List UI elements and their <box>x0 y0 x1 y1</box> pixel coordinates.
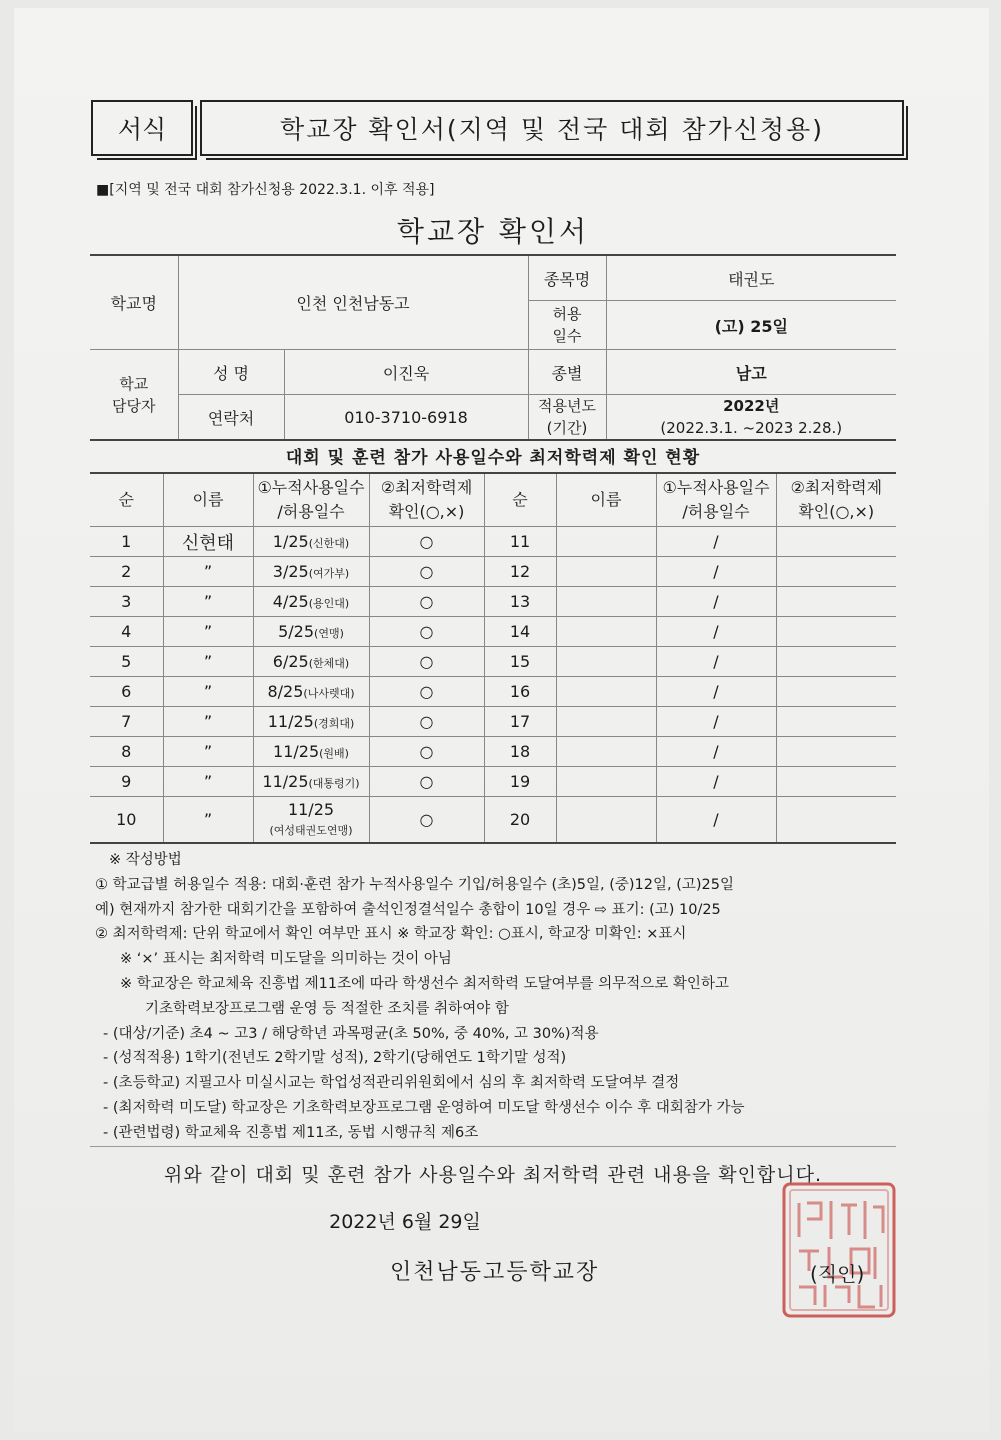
manager-label: 학교 담당자 <box>90 350 178 441</box>
row-check-2 <box>776 587 896 617</box>
table-row <box>90 557 896 587</box>
official-seal-icon <box>781 1181 899 1321</box>
contact-label: 연락처 <box>178 395 284 441</box>
row-check-2 <box>776 617 896 647</box>
header-days-2: ①누적사용일수 /허용일수 <box>656 473 776 527</box>
participation-table <box>90 472 896 844</box>
row-name: ” <box>163 557 253 587</box>
row-no-2: 14 <box>484 617 556 647</box>
note-line: ※ ‘×’ 표시는 최저학력 미도달을 의미하는 것이 아님 <box>120 951 452 968</box>
note-line: 예) 현재까지 참가한 대회기간을 포함하여 출석인정결석일수 총합이 10일 경우 ⇨ 표기: (고) 10/25 <box>95 901 721 918</box>
note-line: - (최저학력 미도달) 학교장은 기초학력보장프로그램 운영하여 미도달 학생선수 이수 후 대회참가 가능 <box>103 1099 745 1116</box>
applicability-note: ■[지역 및 전국 대회 참가신청용 2022.3.1. 이후 적용] <box>96 182 435 198</box>
row-days-2: / <box>656 677 776 707</box>
row-check: ○ <box>369 587 484 617</box>
row-name: ” <box>163 737 253 767</box>
row-name-2 <box>556 617 656 647</box>
row-no-2: 12 <box>484 557 556 587</box>
row-days-2: / <box>656 527 776 557</box>
note-line: ※ 학교장은 학교체육 진흥법 제11조에 따라 학생선수 최저학력 도달여부를 의무적으로 확인하고 <box>120 975 729 992</box>
note-line: - (대상/기준) 초4 ~ 고3 / 해당학년 과목평균(초 50%, 중 40%, 고 30%)적용 <box>103 1025 599 1042</box>
row-days: 11/25 (여성태권도연맹) <box>253 797 369 844</box>
section-title: 대회 및 훈련 참가 사용일수와 최저학력제 확인 현황 <box>285 448 701 468</box>
row-days-2: / <box>656 767 776 797</box>
row-days: 6/25(한체대) <box>253 647 369 677</box>
row-no: 10 <box>90 797 163 844</box>
header-check-2: ②최저학력제 확인(○,×) <box>776 473 896 527</box>
allowed-days-value: (고) 25일 <box>606 301 896 350</box>
row-check-2 <box>776 557 896 587</box>
contact-value: 010-3710-6918 <box>284 395 528 441</box>
row-no: 1 <box>90 527 163 557</box>
row-check-2 <box>776 767 896 797</box>
row-name: ” <box>163 617 253 647</box>
type-label: 종별 <box>528 350 606 395</box>
row-no: 5 <box>90 647 163 677</box>
row-no: 7 <box>90 707 163 737</box>
row-check: ○ <box>369 557 484 587</box>
row-check: ○ <box>369 677 484 707</box>
principal-name: 인천남동고등학교장 <box>390 1260 600 1285</box>
row-no-2: 17 <box>484 707 556 737</box>
type-value: 남고 <box>606 350 896 395</box>
note-line: ※ 작성방법 <box>109 852 182 868</box>
row-no-2: 15 <box>484 647 556 677</box>
row-no-2: 18 <box>484 737 556 767</box>
instructions <box>95 848 895 1146</box>
row-check: ○ <box>369 617 484 647</box>
row-no-2: 11 <box>484 527 556 557</box>
row-check: ○ <box>369 707 484 737</box>
row-days-2: / <box>656 737 776 767</box>
row-days: 8/25(나사렛대) <box>253 677 369 707</box>
table-row <box>90 527 896 557</box>
row-days: 5/25(연맹) <box>253 617 369 647</box>
note-line: - (초등학교) 지필고사 미실시교는 학업성적관리위원회에서 심의 후 최저학력 도달여부 결정 <box>103 1075 680 1092</box>
school-value: 인천 인천남동고 <box>178 255 528 350</box>
row-check: ○ <box>369 527 484 557</box>
name-label: 성 명 <box>178 350 284 395</box>
table-row <box>90 737 896 767</box>
row-check: ○ <box>369 647 484 677</box>
header-days: ①누적사용일수 /허용일수 <box>253 473 369 527</box>
row-days-2: / <box>656 557 776 587</box>
note-line: ① 학교급별 허용일수 적용: 대회·훈련 참가 누적사용일수 기입/허용일수 (초)5일, (중)12일, (고)25일 <box>95 876 734 893</box>
row-check: ○ <box>369 767 484 797</box>
form-title: 학교장 확인서(지역 및 전국 대회 참가신청용) <box>280 115 824 144</box>
row-no-2: 20 <box>484 797 556 844</box>
row-name-2 <box>556 527 656 557</box>
row-days: 11/25(경희대) <box>253 707 369 737</box>
row-no: 9 <box>90 767 163 797</box>
row-days-2: / <box>656 617 776 647</box>
row-no-2: 16 <box>484 677 556 707</box>
row-check-2 <box>776 527 896 557</box>
row-name: ” <box>163 647 253 677</box>
table-row <box>90 797 896 844</box>
row-days: 4/25(용인대) <box>253 587 369 617</box>
sport-value: 태권도 <box>606 255 896 301</box>
table-row <box>90 767 896 797</box>
note-line: ② 최저학력제: 단위 학교에서 확인 여부만 표시 ※ 학교장 확인: ○표시, 학교장 미확인: ×표시 <box>95 926 687 943</box>
row-days-2: / <box>656 797 776 844</box>
row-days-2: / <box>656 647 776 677</box>
row-check: ○ <box>369 797 484 844</box>
row-no: 8 <box>90 737 163 767</box>
note-line: 기초학력보장프로그램 운영 등 적절한 조치를 취하여야 함 <box>145 1000 509 1017</box>
row-check: ○ <box>369 737 484 767</box>
table-row <box>90 647 896 677</box>
row-check-2 <box>776 797 896 844</box>
row-name: ” <box>163 797 253 844</box>
sport-label: 종목명 <box>528 255 606 301</box>
row-name-2 <box>556 557 656 587</box>
header-no-2: 순 <box>484 473 556 527</box>
row-name-2 <box>556 767 656 797</box>
header-no: 순 <box>90 473 163 527</box>
row-days-2: / <box>656 707 776 737</box>
row-days-2: / <box>656 587 776 617</box>
school-label: 학교명 <box>90 255 178 350</box>
row-name: ” <box>163 677 253 707</box>
row-check-2 <box>776 677 896 707</box>
row-name-2 <box>556 737 656 767</box>
row-name-2 <box>556 707 656 737</box>
row-name: 신현태 <box>163 527 253 557</box>
row-days: 11/25(대통령기) <box>253 767 369 797</box>
table-header-row <box>90 473 896 527</box>
row-check-2 <box>776 647 896 677</box>
header-check: ②최저학력제 확인(○,×) <box>369 473 484 527</box>
header-name: 이름 <box>163 473 253 527</box>
note-line: - (성적적용) 1학기(전년도 2학기말 성적), 2학기(당해연도 1학기말 성적) <box>103 1050 567 1067</box>
row-name-2 <box>556 647 656 677</box>
document-title: 학교장 확인서 <box>396 215 590 248</box>
seal-note: (직인) <box>810 1262 865 1286</box>
row-no: 4 <box>90 617 163 647</box>
table-row <box>90 677 896 707</box>
year-label: 적용년도 (기간) <box>528 395 606 441</box>
row-no-2: 19 <box>484 767 556 797</box>
table-row <box>90 707 896 737</box>
form-label-box <box>91 100 193 156</box>
form-title-box <box>200 100 904 156</box>
note-line: - (관련법령) 학교체육 진흥법 제11조, 동법 시행규칙 제6조 <box>103 1124 479 1141</box>
school-info-table <box>90 254 896 441</box>
row-check-2 <box>776 707 896 737</box>
table-row <box>90 587 896 617</box>
form-label: 서식 <box>117 115 167 144</box>
row-name: ” <box>163 767 253 797</box>
allowed-days-label: 허용 일수 <box>528 301 606 350</box>
divider <box>90 1146 896 1147</box>
year-value: 2022년 (2022.3.1. ~2023 2.28.) <box>606 395 896 441</box>
row-no: 6 <box>90 677 163 707</box>
row-days: 11/25(원배) <box>253 737 369 767</box>
row-name: ” <box>163 707 253 737</box>
name-value: 이진욱 <box>284 350 528 395</box>
table-row <box>90 617 896 647</box>
header-name-2: 이름 <box>556 473 656 527</box>
confirmation-text: 위와 같이 대회 및 훈련 참가 사용일수와 최저학력 관련 내용을 확인합니다. <box>163 1164 823 1186</box>
row-no-2: 13 <box>484 587 556 617</box>
row-no: 3 <box>90 587 163 617</box>
row-days: 3/25(여가부) <box>253 557 369 587</box>
row-no: 2 <box>90 557 163 587</box>
row-name-2 <box>556 677 656 707</box>
row-check-2 <box>776 737 896 767</box>
row-name: ” <box>163 587 253 617</box>
signing-date: 2022년 6월 29일 <box>329 1211 481 1233</box>
row-name-2 <box>556 587 656 617</box>
row-name-2 <box>556 797 656 844</box>
row-days: 1/25(신한대) <box>253 527 369 557</box>
